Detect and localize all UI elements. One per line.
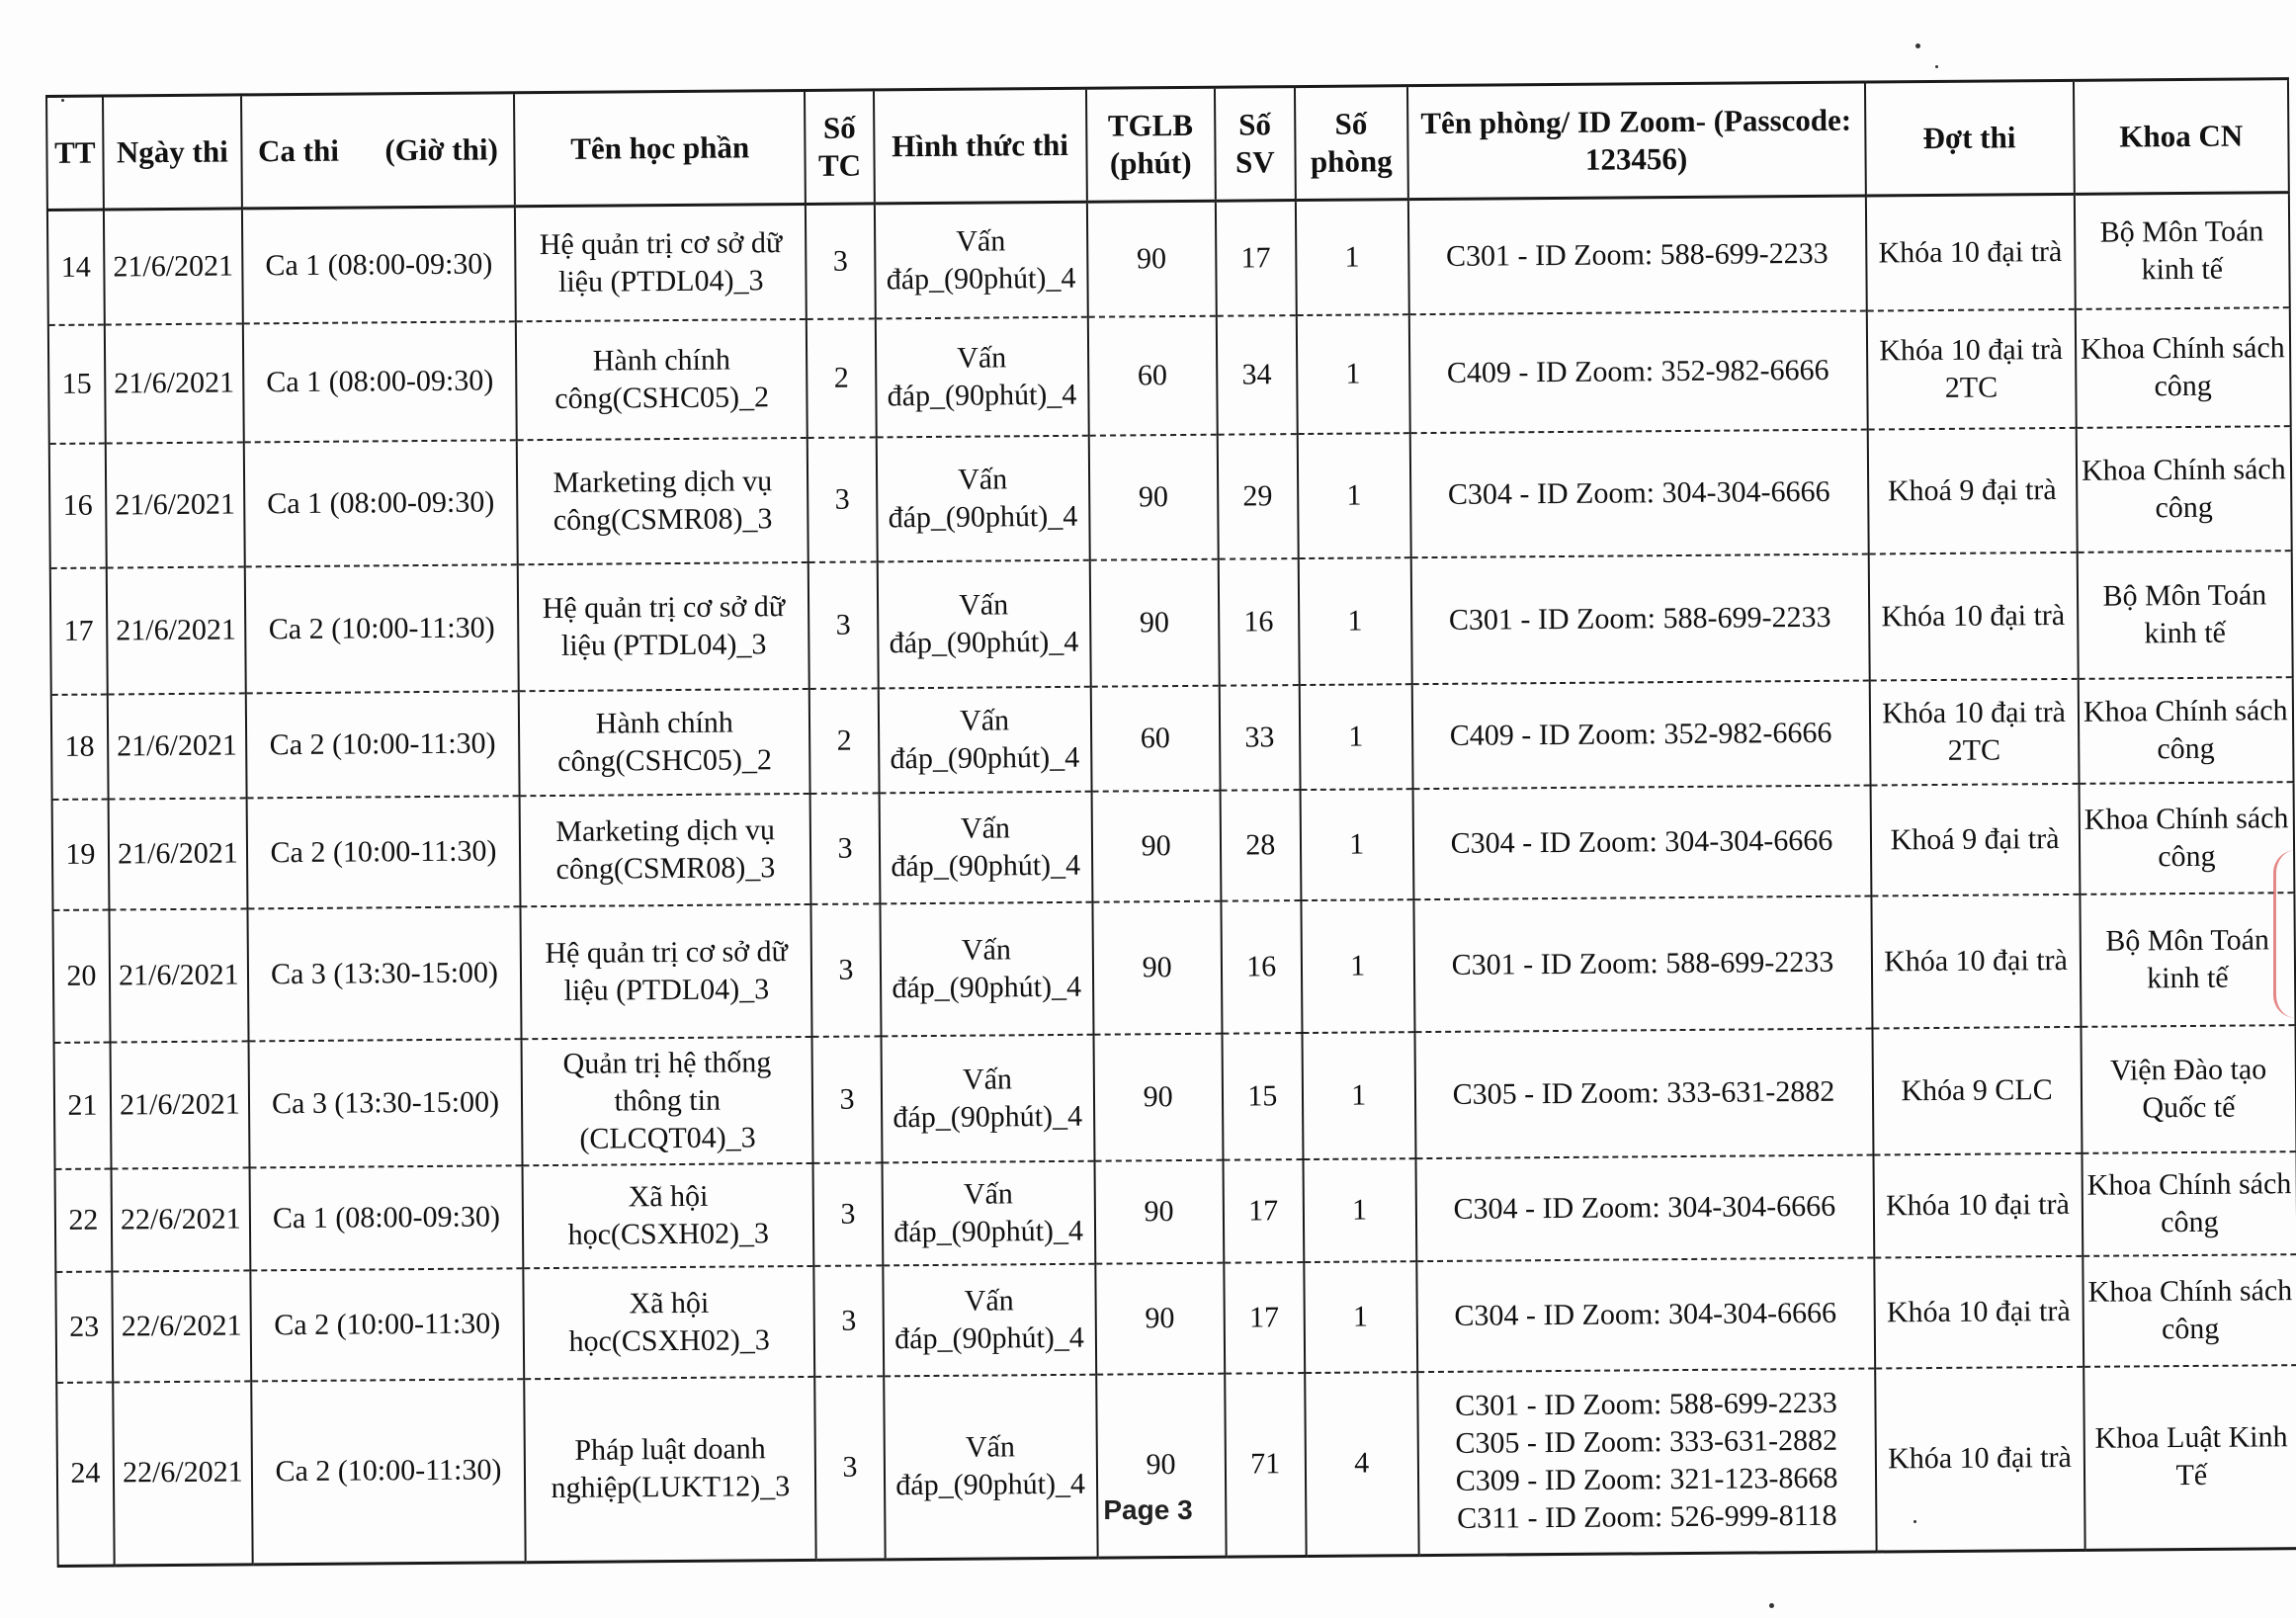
cell-so-sv: 16 — [1221, 900, 1302, 1034]
header-so-phong: Số phòng — [1295, 86, 1408, 201]
cell-so-sv: 33 — [1219, 685, 1300, 791]
cell-hinh-thuc-thi: Vấn đáp_(90phút)_4 — [882, 1160, 1095, 1265]
cell-ten-hoc-phan: Xã hội học(CSXH02)_3 — [523, 1162, 814, 1267]
cell-ten-phong: C304 - ID Zoom: 304-304-6666 — [1409, 429, 1868, 557]
cell-tglb: 90 — [1093, 1033, 1223, 1160]
cell-ten-phong: C301 - ID Zoom: 588-699-2233 — [1413, 895, 1872, 1032]
cell-hinh-thuc-thi: Vấn đáp_(90phút)_4 — [884, 1374, 1098, 1560]
cell-tt: 24 — [56, 1382, 114, 1566]
cell-hinh-thuc-thi: Vấn đáp_(90phút)_4 — [876, 435, 1089, 561]
cell-ngay-thi: 21/6/2021 — [106, 442, 245, 567]
cell-ten-hoc-phan: Marketing dịch vụ công(CSMR08)_3 — [520, 793, 811, 905]
cell-ngay-thi: 21/6/2021 — [109, 908, 248, 1042]
table-row — [52, 782, 2295, 910]
cell-ca-thi: Ca 2 (10:00-11:30) — [250, 1268, 524, 1381]
cell-ca-thi: Ca 1 (08:00-09:30) — [243, 321, 517, 442]
cell-dot-thi: Khoá 9 đại trà — [1867, 427, 2077, 554]
cell-ten-phong: C304 - ID Zoom: 304-304-6666 — [1412, 785, 1871, 899]
table-row — [51, 677, 2294, 800]
cell-khoa-cn: Khoa Chính sách công — [2079, 782, 2294, 894]
cell-dot-thi: Khóa 10 đại trà — [1868, 552, 2078, 680]
table-row — [54, 1025, 2296, 1169]
cell-tglb: 90 — [1091, 790, 1221, 901]
cell-hinh-thuc-thi: Vấn đáp_(90phút)_4 — [883, 1263, 1096, 1376]
cell-ngay-thi: 21/6/2021 — [110, 1041, 249, 1168]
cell-tt: 17 — [50, 567, 108, 694]
header-ten-phong: Tên phòng/ ID Zoom- (Passcode: 123456) — [1407, 82, 1866, 200]
cell-tglb: 90 — [1087, 201, 1217, 316]
cell-ten-hoc-phan: Pháp luật doanh nghiệp(LUKT12)_3 — [524, 1376, 816, 1562]
cell-tglb: 90 — [1096, 1373, 1226, 1558]
cell-so-sv: 17 — [1223, 1159, 1304, 1263]
cell-hinh-thuc-thi: Vấn đáp_(90phút)_4 — [881, 1034, 1094, 1162]
cell-khoa-cn: Khoa Luật Kinh Tế — [2083, 1365, 2296, 1551]
header-so-sv: Số SV — [1215, 87, 1296, 202]
page-number: Page 3 — [1103, 1494, 1193, 1525]
cell-ten-phong: C301 - ID Zoom: 588-699-2233 — [1410, 554, 1869, 684]
cell-ngay-thi: 22/6/2021 — [113, 1381, 253, 1566]
table-row — [55, 1254, 2296, 1383]
cell-tt: 15 — [48, 324, 106, 443]
header-khoa-cn: Khoa CN — [2074, 79, 2289, 195]
cell-ten-phong: C301 - ID Zoom: 588-699-2233 — [1407, 196, 1866, 314]
cell-so-sv: 17 — [1224, 1262, 1305, 1374]
scan-speck — [61, 99, 64, 102]
cell-so-sv: 15 — [1222, 1033, 1303, 1160]
cell-khoa-cn: Bộ Môn Toán kinh tế — [2080, 893, 2295, 1027]
table-row — [49, 426, 2292, 568]
cell-dot-thi: Khóa 10 đại trà — [1875, 1366, 2085, 1552]
cell-so-sv: 34 — [1216, 315, 1297, 435]
table-row — [48, 307, 2291, 444]
cell-hinh-thuc-thi: Vấn đáp_(90phút)_4 — [875, 316, 1088, 437]
cell-khoa-cn: Khoa Chính sách công — [2076, 426, 2291, 553]
cell-ca-thi: Ca 1 (08:00-09:30) — [242, 207, 516, 323]
cell-dot-thi: Khóa 10 đại trà — [1871, 894, 2081, 1028]
cell-dot-thi: Khóa 10 đại trà — [1873, 1152, 2083, 1257]
cell-ngay-thi: 22/6/2021 — [111, 1167, 250, 1271]
cell-so-phong: 1 — [1297, 314, 1410, 434]
cell-tglb: 60 — [1090, 685, 1220, 791]
cell-ngay-thi: 21/6/2021 — [104, 209, 243, 324]
cell-so-tc: 3 — [810, 793, 880, 904]
cell-khoa-cn: Khoa Chính sách công — [2078, 677, 2293, 784]
cell-ten-phong: C301 - ID Zoom: 588-699-2233 C305 - ID Zoom: 333-631-2882 C309 - ID Zoom: 321-123-8668 C311 - ID Zoom: 526-999-8118 — [1417, 1368, 1876, 1556]
header-dot-thi: Đợt thi — [1864, 80, 2074, 196]
cell-tt: 18 — [51, 694, 109, 799]
cell-so-tc: 3 — [814, 1265, 884, 1377]
cell-ten-hoc-phan: Quản trị hệ thống thông tin (CLCQT04)_3 — [522, 1036, 813, 1164]
cell-so-sv: 16 — [1218, 558, 1299, 686]
cell-hinh-thuc-thi: Vấn đáp_(90phút)_4 — [879, 791, 1092, 903]
table-header-row — [46, 79, 2289, 211]
cell-so-phong: 1 — [1303, 1158, 1416, 1262]
cell-so-sv: 71 — [1225, 1373, 1307, 1558]
cell-ten-phong: C409 - ID Zoom: 352-982-6666 — [1411, 680, 1870, 789]
cell-so-tc: 3 — [813, 1162, 883, 1266]
cell-ca-thi: Ca 2 (10:00-11:30) — [251, 1379, 526, 1565]
cell-tt: 19 — [52, 799, 110, 909]
cell-tt: 21 — [54, 1042, 112, 1168]
scan-speck — [1915, 43, 1920, 48]
cell-ca-thi: Ca 3 (13:30-15:00) — [247, 906, 521, 1041]
header-tt: TT — [46, 96, 104, 210]
cell-so-phong: 1 — [1302, 1032, 1415, 1159]
scan-speck — [1769, 1603, 1774, 1608]
cell-so-phong: 1 — [1299, 557, 1412, 685]
cell-ca-thi: Ca 1 (08:00-09:30) — [244, 440, 518, 566]
cell-ca-thi: Ca 2 (10:00-11:30) — [245, 564, 519, 693]
table-row — [56, 1365, 2296, 1567]
header-ten-hoc-phan: Tên học phần — [514, 90, 806, 206]
cell-tglb: 90 — [1092, 900, 1222, 1034]
cell-tt: 23 — [55, 1271, 113, 1382]
cell-hinh-thuc-thi: Vấn đáp_(90phút)_4 — [880, 901, 1093, 1036]
cell-tt: 16 — [49, 443, 107, 567]
cell-hinh-thuc-thi: Vấn đáp_(90phút)_4 — [877, 559, 1090, 688]
cell-ngay-thi: 21/6/2021 — [105, 323, 244, 443]
cell-so-tc: 3 — [808, 437, 877, 562]
exam-schedule-table — [45, 77, 2296, 1568]
cell-ten-hoc-phan: Hành chính công(CSHC05)_2 — [516, 318, 808, 439]
cell-dot-thi: Khoá 9 đại trà — [1870, 783, 2080, 895]
table-body — [47, 193, 2296, 1567]
cell-ten-phong: C304 - ID Zoom: 304-304-6666 — [1415, 1154, 1874, 1261]
cell-so-tc: 3 — [815, 1376, 885, 1561]
cell-ten-hoc-phan: Hành chính công(CSHC05)_2 — [519, 688, 810, 795]
header-ca-thi: Ca thi (Giờ thi) — [241, 93, 515, 209]
cell-so-sv: 29 — [1217, 434, 1298, 559]
cell-tt: 22 — [55, 1168, 113, 1271]
cell-khoa-cn: Bộ Môn Toán kinh tế — [2075, 193, 2290, 309]
cell-dot-thi: Khóa 10 đại trà — [1865, 194, 2075, 310]
cell-so-phong: 1 — [1300, 789, 1413, 900]
cell-hinh-thuc-thi: Vấn đáp_(90phút)_4 — [878, 686, 1091, 793]
table-row — [55, 1151, 2296, 1272]
cell-ten-phong: C305 - ID Zoom: 333-631-2882 — [1414, 1028, 1873, 1158]
cell-ten-hoc-phan: Hệ quản trị cơ sở dữ liệu (PTDL04)_3 — [515, 204, 807, 320]
cell-hinh-thuc-thi: Vấn đáp_(90phút)_4 — [874, 202, 1087, 318]
cell-ngay-thi: 21/6/2021 — [107, 566, 246, 694]
cell-so-sv: 17 — [1216, 201, 1297, 316]
cell-ngay-thi: 21/6/2021 — [108, 693, 247, 799]
cell-dot-thi: Khóa 9 CLC — [1872, 1026, 2082, 1154]
cell-so-tc: 3 — [808, 561, 878, 689]
cell-so-tc: 2 — [807, 318, 876, 438]
cell-so-phong: 4 — [1305, 1372, 1418, 1557]
cell-ca-thi: Ca 2 (10:00-11:30) — [246, 691, 520, 798]
cell-so-phong: 1 — [1296, 200, 1409, 315]
cell-so-phong: 1 — [1301, 899, 1414, 1033]
header-tglb: TGLB (phút) — [1086, 87, 1216, 202]
cell-so-sv: 28 — [1220, 790, 1301, 901]
cell-dot-thi: Khóa 10 đại trà 2TC — [1869, 678, 2079, 785]
table-row — [47, 193, 2290, 325]
cell-dot-thi: Khóa 10 đại trà 2TC — [1866, 308, 2076, 429]
cell-khoa-cn: Bộ Môn Toán kinh tế — [2077, 551, 2292, 679]
header-so-tc: Số TC — [805, 90, 874, 205]
table-row — [50, 551, 2293, 695]
cell-ngay-thi: 21/6/2021 — [108, 798, 247, 909]
cell-ngay-thi: 22/6/2021 — [112, 1270, 251, 1382]
cell-tglb: 60 — [1088, 315, 1218, 435]
header-ngay-thi: Ngày thi — [103, 95, 242, 210]
cell-khoa-cn: Viện Đào tạo Quốc tế — [2081, 1025, 2296, 1153]
cell-so-phong: 1 — [1304, 1261, 1417, 1373]
cell-ten-hoc-phan: Xã hội học(CSXH02)_3 — [523, 1265, 814, 1378]
cell-ca-thi: Ca 2 (10:00-11:30) — [247, 796, 521, 908]
cell-ca-thi: Ca 3 (13:30-15:00) — [248, 1039, 522, 1167]
cell-tglb: 90 — [1088, 434, 1218, 559]
cell-ten-phong: C304 - ID Zoom: 304-304-6666 — [1416, 1257, 1875, 1372]
cell-so-tc: 3 — [806, 204, 875, 319]
cell-so-tc: 3 — [812, 1036, 882, 1163]
cell-ten-hoc-phan: Hệ quản trị cơ sở dữ liệu (PTDL04)_3 — [521, 903, 812, 1038]
cell-tglb: 90 — [1089, 558, 1219, 686]
cell-so-tc: 2 — [809, 688, 879, 794]
cell-tt: 20 — [52, 909, 110, 1042]
table-row — [52, 893, 2295, 1043]
scan-speck — [1913, 1520, 1916, 1523]
cell-khoa-cn: Khoa Chính sách công — [2082, 1151, 2296, 1256]
cell-ten-phong: C409 - ID Zoom: 352-982-6666 — [1408, 310, 1867, 433]
cell-so-phong: 1 — [1300, 684, 1413, 790]
scan-speck — [1935, 65, 1938, 68]
cell-khoa-cn: Khoa Chính sách công — [2083, 1254, 2296, 1367]
cell-ten-hoc-phan: Marketing dịch vụ công(CSMR08)_3 — [517, 437, 808, 563]
cell-dot-thi: Khóa 10 đại trà — [1874, 1255, 2083, 1368]
red-stamp-edge — [2273, 850, 2296, 1018]
header-hinh-thuc-thi: Hình thức thi — [873, 88, 1086, 204]
cell-so-phong: 1 — [1298, 433, 1411, 558]
cell-tglb: 90 — [1094, 1159, 1224, 1263]
cell-tglb: 90 — [1095, 1262, 1225, 1374]
cell-ca-thi: Ca 1 (08:00-09:30) — [249, 1165, 523, 1270]
cell-tt: 14 — [47, 210, 105, 324]
cell-khoa-cn: Khoa Chính sách công — [2075, 307, 2290, 428]
cell-so-tc: 3 — [811, 903, 881, 1037]
cell-ten-hoc-phan: Hệ quản trị cơ sở dữ liệu (PTDL04)_3 — [518, 561, 809, 690]
